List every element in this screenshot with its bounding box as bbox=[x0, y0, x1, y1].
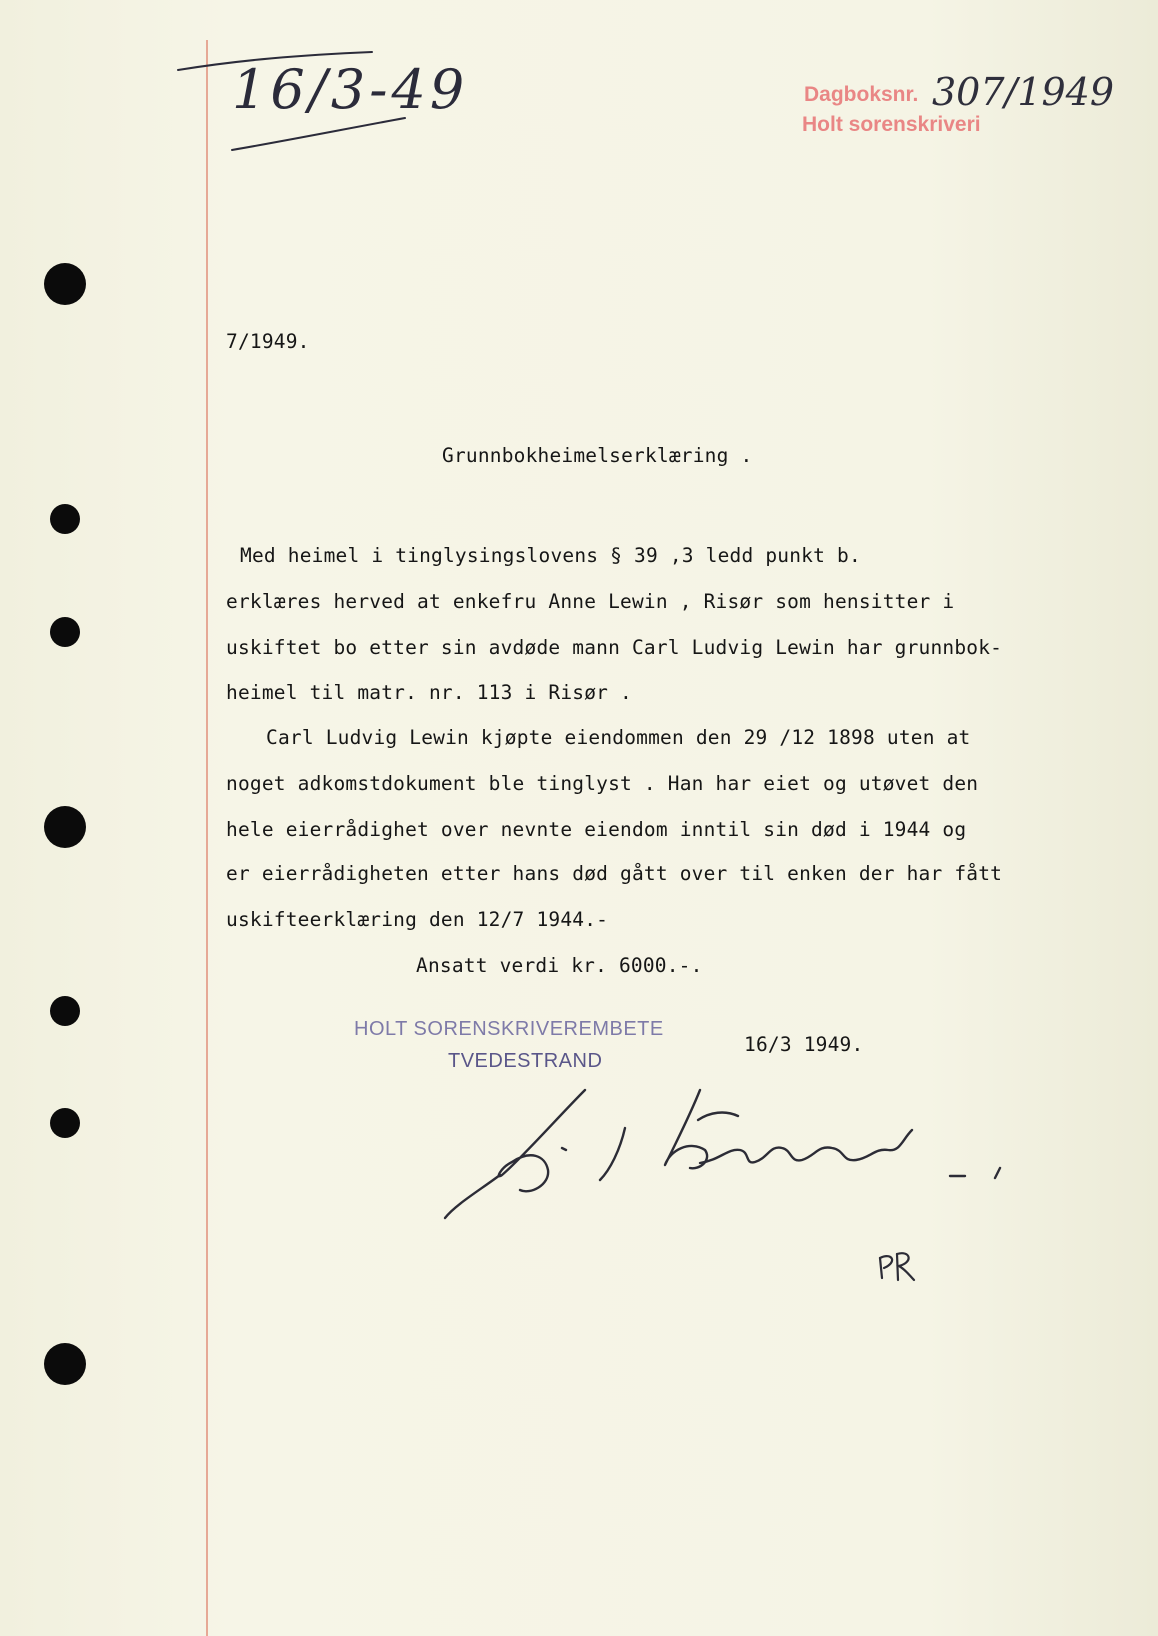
office-stamp-name: HOLT SORENSKRIVEREMBETE bbox=[354, 1018, 664, 1040]
margin-line bbox=[206, 40, 208, 1636]
body-line: Med heimel i tinglysingslovens § 39 ,3 ledd punkt b. bbox=[240, 544, 861, 567]
punch-hole bbox=[50, 504, 80, 534]
signing-date: 16/3 1949. bbox=[744, 1033, 864, 1056]
diary-office-stamp: Holt sorenskriveri bbox=[802, 113, 981, 136]
body-line: Carl Ludvig Lewin kjøpte eiendommen den 29 /12 1898 uten at bbox=[266, 726, 971, 749]
body-line: heimel til matr. nr. 113 i Risør . bbox=[226, 681, 632, 704]
punch-hole bbox=[50, 617, 80, 647]
body-line: noget adkomstdokument ble tinglyst . Han har eiet og utøvet den bbox=[226, 772, 979, 795]
punch-hole bbox=[44, 806, 86, 848]
body-line: hele eierrådighet over nevnte eiendom inntil sin død i 1944 og bbox=[226, 818, 967, 841]
diary-number-label: Dagboksnr. bbox=[804, 83, 919, 106]
diary-number-stamp bbox=[804, 82, 918, 108]
body-line: Ansatt verdi kr. 6000.-. bbox=[416, 954, 703, 977]
body-line: er eierrådigheten etter hans død gått over til enken der har fått bbox=[226, 862, 1003, 885]
punch-hole bbox=[50, 996, 80, 1026]
case-number: 7/1949. bbox=[226, 330, 310, 353]
body-line: erklæres herved at enkefru Anne Lewin , Risør som hensitter i bbox=[226, 590, 955, 613]
office-stamp-place: TVEDESTRAND bbox=[448, 1050, 603, 1072]
handwritten-date: 16/3-49 bbox=[232, 58, 469, 121]
punch-hole bbox=[50, 1108, 80, 1138]
body-line: uskifteerklæring den 12/7 1944.- bbox=[226, 908, 609, 931]
document-title: Grunnbokheimelserklæring . bbox=[442, 444, 753, 467]
punch-hole bbox=[44, 1343, 86, 1385]
body-line: uskiftet bo etter sin avdøde mann Carl Ludvig Lewin har grunnbok- bbox=[226, 636, 1003, 659]
punch-hole bbox=[44, 263, 86, 305]
diary-number-handwritten: 307/1949 bbox=[932, 70, 1115, 114]
